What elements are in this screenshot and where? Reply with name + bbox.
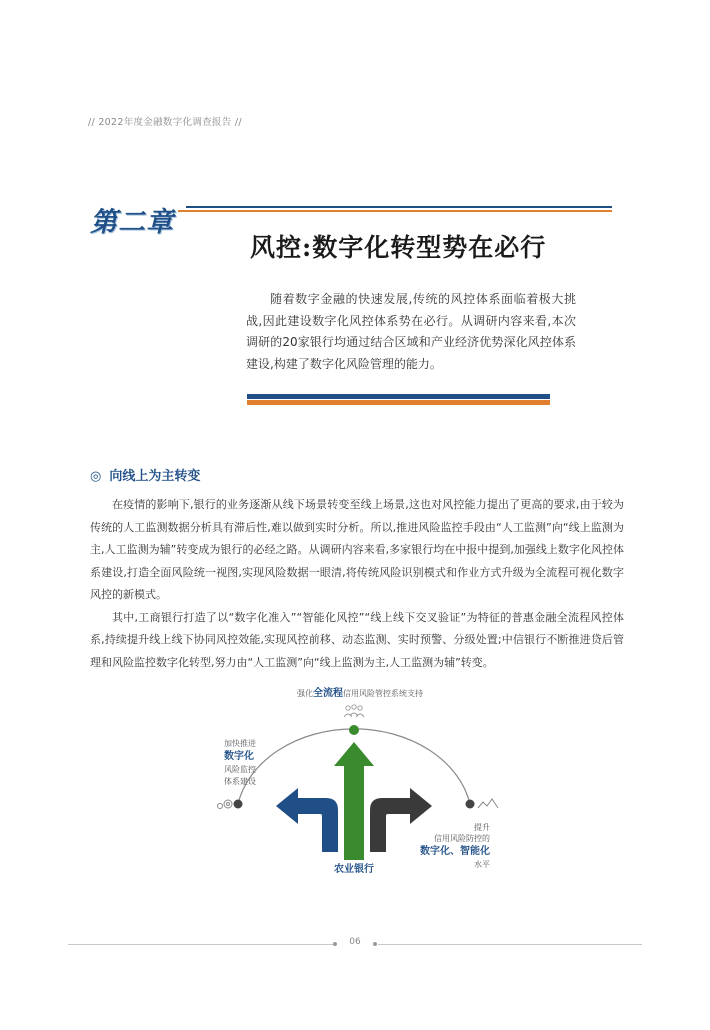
- right-label-line: 提升: [474, 823, 490, 832]
- left-label-line: 风险监控: [224, 765, 256, 774]
- right-label-line: 水平: [474, 860, 490, 869]
- page-number: 06: [349, 937, 361, 947]
- rule-orange-bar: [247, 400, 550, 405]
- top-label-em: 全流程: [313, 688, 343, 699]
- section-body: [90, 494, 624, 674]
- risk-control-diagram: [210, 680, 510, 890]
- footer-dot-right: [373, 942, 377, 946]
- gear-icon: [218, 800, 233, 809]
- body-paragraph: 其中,工商银行打造了以“数字化准入”“智能化风控”“线上线下交叉验证”为特征的普惠金融全流程风控体系,持续提升线上线下协同风控效能,实现风控前移、动态监测、实时预警、分级处置;中信银行不断推进贷后管理和风险监控数字化转型,努力由“人工监测”向“线上监测为主,人工监测为辅”转变。: [90, 610, 624, 669]
- diagram-right-label: [406, 822, 490, 870]
- body-paragraph: 在疫情的影响下,银行的业务逐渐从线下场景转变至线上场景,这也对风控能力提出了更高的要求,由于较为传统的人工监测数据分析具有滞后性,难以做到实时分析。所以,推进风险监控手段由“人工监测”向“线上监测为主,人工监测为辅”转变成为银行的必经之路。从调研内容来看,多家银行均在中报中提到,加强线上数字化风控体系建设,打造全面风险统一视图,实现风险数据一眼清,将传统风险识别模式和作业方式升级为全流程可视化数字风控的新模式。: [90, 498, 624, 601]
- rule-orange-line: [178, 210, 612, 212]
- footer-dot-left: [333, 942, 337, 946]
- diagram-top-label: [270, 684, 450, 699]
- top-label-post: 信用风险管控系统支持: [343, 689, 423, 698]
- chapter-intro-text: 随着数字金融的快速发展,传统的风控体系面临着极大挑战,因此建设数字化风控体系势在必行。从调研内容来看,本次调研的20家银行均通过结合区域和产业经济优势深化风控体系建设,构建了数字化风险管理的能力。: [246, 292, 576, 371]
- people-icon: [344, 705, 364, 717]
- top-label-pre: 强化: [297, 689, 313, 698]
- left-label-em: 数字化: [224, 751, 254, 762]
- rule-blue-bar: [247, 394, 550, 399]
- right-label-em: 数字化、智能化: [420, 846, 490, 857]
- chapter-title: 风控:数字化转型势在必行: [250, 233, 547, 262]
- diagram-left-label: [224, 738, 284, 788]
- chapter-rule-top: [178, 206, 612, 214]
- running-header: // 2022年度金融数字化调查报告 //: [88, 117, 242, 128]
- section-bullet-icon: ◎: [90, 469, 102, 484]
- left-arrow: [276, 788, 338, 852]
- section-heading: [90, 465, 200, 484]
- footer-rule-right: [378, 944, 642, 945]
- left-label-line: 体系建设: [224, 777, 256, 786]
- diagram-center-label: 农业银行: [334, 864, 374, 875]
- chapter-label: 第二章: [90, 207, 174, 238]
- center-arrow: [334, 742, 374, 860]
- arc-node-left: [234, 800, 243, 809]
- left-label-line: 加快推进: [224, 739, 256, 748]
- rule-blue-line: [186, 206, 612, 208]
- section-heading-text: 向线上为主转变: [109, 469, 201, 484]
- right-label-line: 信用风险防控的: [434, 834, 490, 843]
- chapter-intro: [246, 289, 576, 375]
- footer-rule-left: [68, 944, 334, 945]
- chapter-rule-bottom: [247, 394, 550, 406]
- arc-node-top: [349, 725, 359, 735]
- arc-node-right: [466, 800, 475, 809]
- mountain-chart-icon: [478, 799, 498, 808]
